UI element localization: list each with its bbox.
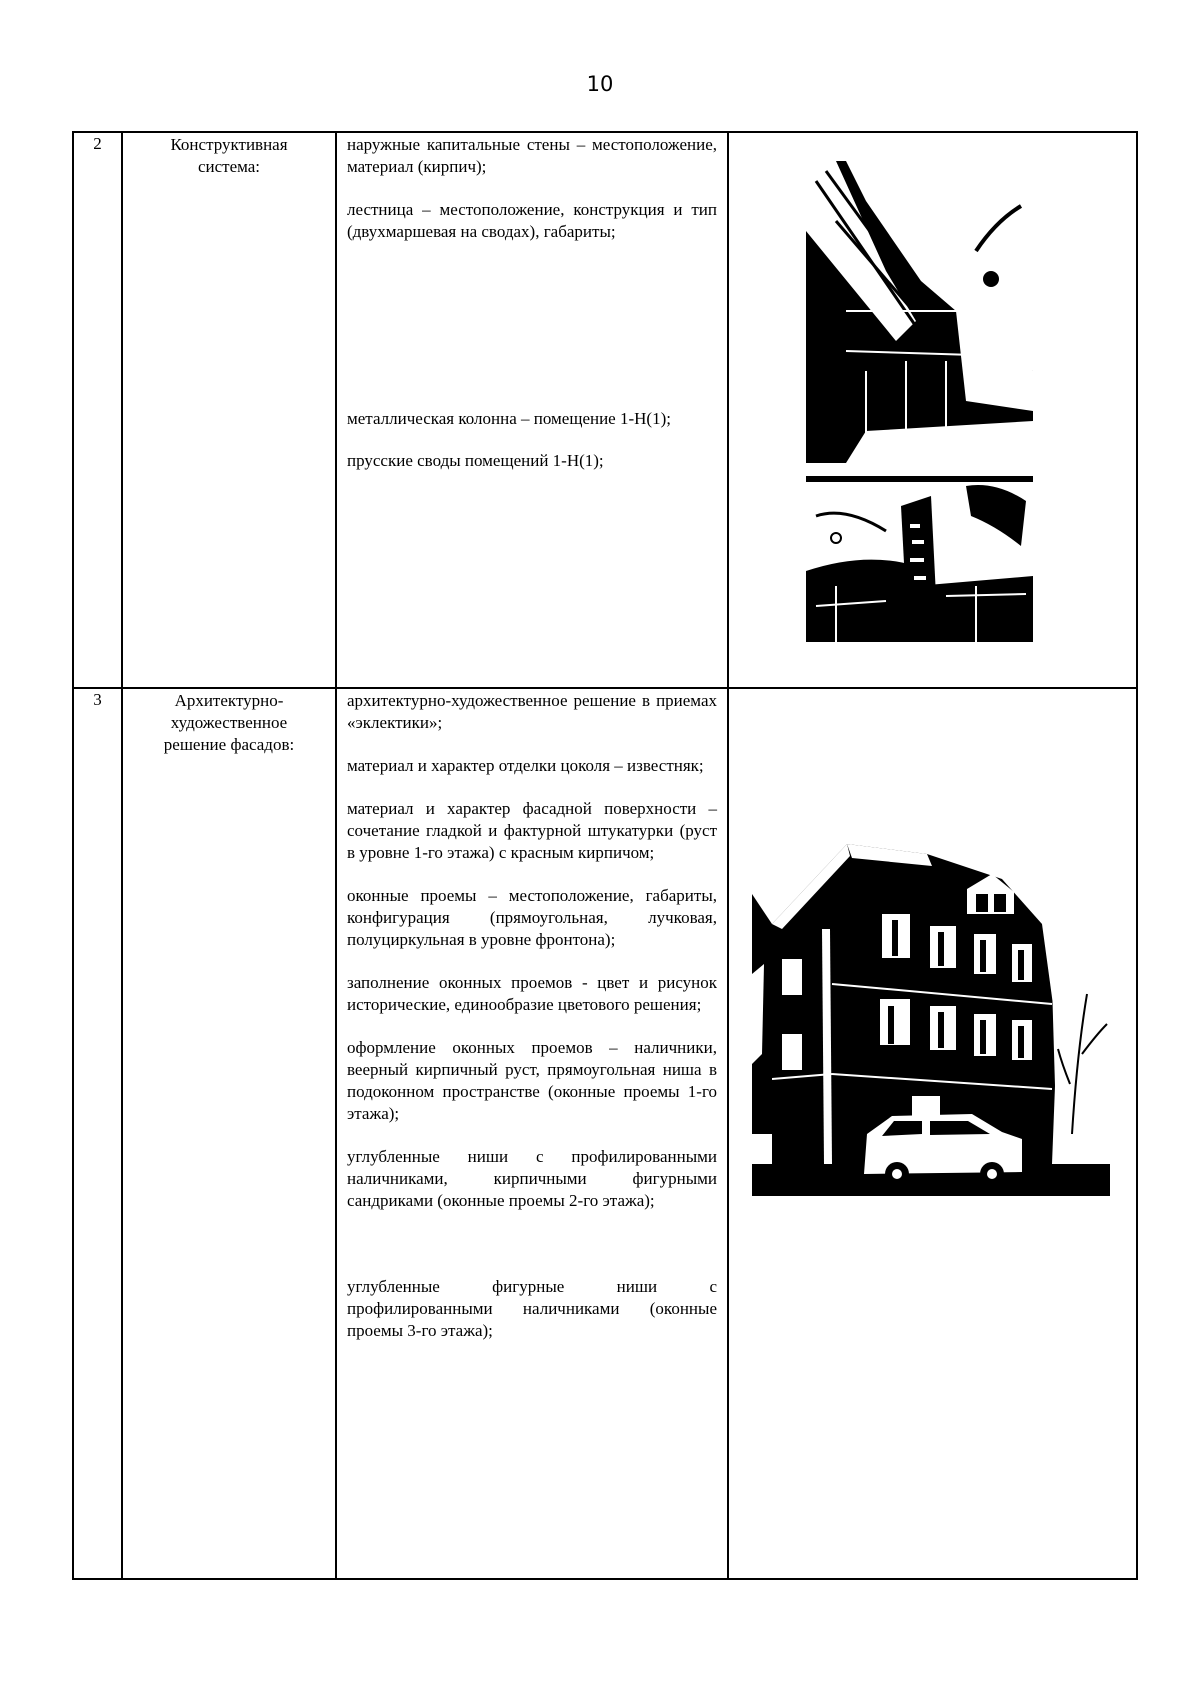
- feature-name: Конструктивная система:: [122, 132, 336, 688]
- page-number: 10: [586, 72, 614, 96]
- photo-cell: [728, 688, 1137, 1579]
- vault-photo: [806, 476, 1033, 642]
- list-item: углубленные ниши с профилированными наличниками, кирпичными фигурными сандриками (оконные проемы 2-го этажа);: [347, 1147, 717, 1210]
- table-row: [73, 132, 1137, 688]
- protected-features-table: [72, 131, 1138, 1580]
- list-item: материал и характер фасадной поверхности – сочетание гладкой и фактурной штукатурки (руст в уровне 1-го этажа) с красным кирпичом;: [347, 799, 717, 862]
- list-item: наружные капитальные стены – местоположение, материал (кирпич);: [347, 135, 717, 176]
- list-item: углубленные фигурные ниши с профилированными наличниками (оконные проемы 3-го этажа);: [347, 1277, 717, 1340]
- list-item: заполнение оконных проемов - цвет и рисунок исторические, единообразие цветового решения;: [347, 973, 717, 1014]
- photo-cell: [728, 132, 1137, 688]
- list-item: металлическая колонна – помещение 1-Н(1);: [347, 409, 671, 428]
- list-item: архитектурно-художественное решение в приемах «эклектики»;: [347, 691, 717, 732]
- building-facade-photo: [752, 834, 1110, 1196]
- feature-name: Архитектурно- художественное решение фасадов:: [122, 688, 336, 1579]
- staircase-photo: [806, 161, 1033, 463]
- list-item: лестница – местоположение, конструкция и тип (двухмаршевая на сводах), габариты;: [347, 200, 717, 241]
- list-item: материал и характер отделки цоколя – известняк;: [347, 756, 704, 775]
- list-item: прусские своды помещений 1-Н(1);: [347, 451, 604, 470]
- row-number: 3: [73, 688, 122, 1579]
- table-row: [73, 688, 1137, 1579]
- row-number: 2: [73, 132, 122, 688]
- feature-description: [336, 132, 728, 688]
- list-item: оформление оконных проемов – наличники, веерный кирпичный руст, прямоугольная ниша в подоконном пространстве (оконные проемы 1-го этажа);: [347, 1038, 717, 1123]
- list-item: оконные проемы – местоположение, габариты, конфигурация (прямоугольная, лучковая, полуциркульная в уровне фронтона);: [347, 886, 717, 949]
- feature-description: [336, 688, 728, 1579]
